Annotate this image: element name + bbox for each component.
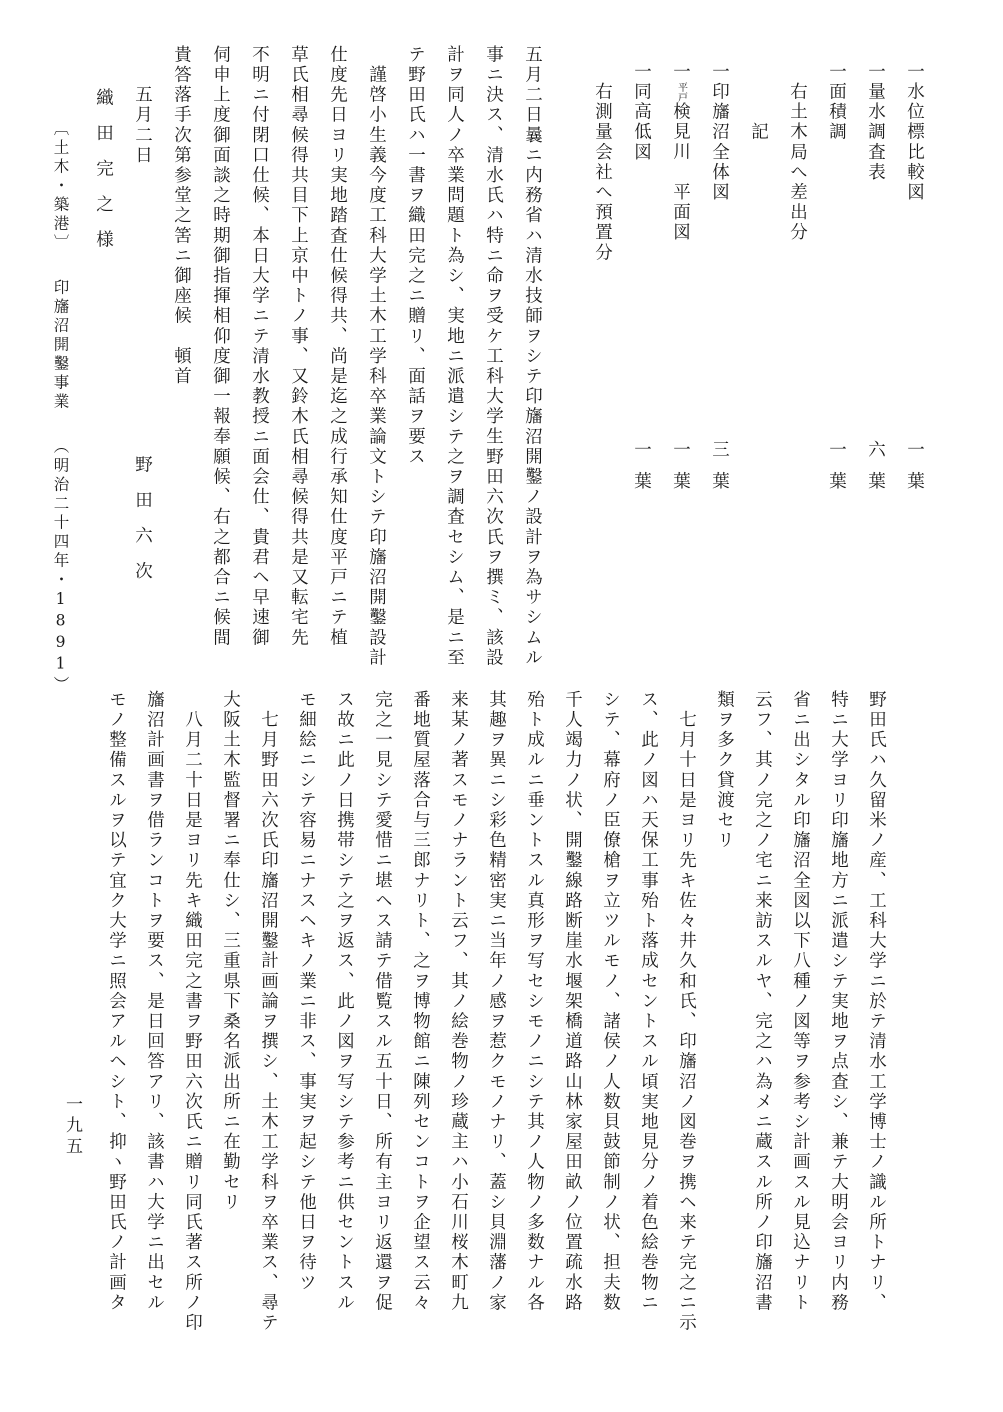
text-line: 七月野田六次氏印旛沼開鑿計画論ヲ撰シ、土木工学科ヲ卒業ス、尋テ (258, 690, 279, 1334)
text-line: 伺申上度御面談之時期御指揮相仰度御一報奉願候、右之都合ニ候間 (210, 45, 231, 648)
text-line: 草氏相尋候得共目下上京中トノ事、又鈴木氏相尋候得共是又転宅先 (288, 45, 309, 648)
list-count-4: 三葉 (709, 440, 730, 503)
list-note-1: 右土木局へ差出分 (787, 62, 808, 243)
running-footer (52, 120, 68, 695)
text-line: 仕度先日ヨリ実地踏査仕候得共、尚是迄之成行承知仕度平戸ニテ植 (327, 45, 348, 648)
footer-section: 〔土木・築港〕 (51, 120, 70, 253)
text-line: 七月十日是ヨリ先キ佐々井久和氏、印旛沼ノ図巻ヲ携ヘ来テ完之ニ示 (676, 690, 697, 1334)
text-line: 旛沼計画書ヲ借ランコトヲ要ス、是日回答アリ、該書ハ大学ニ出セル (144, 690, 165, 1314)
text-line: 計ヲ同人ノ卒業問題ト為シ、実地ニ派遣シテ之ヲ調査セシム、是ニ至 (444, 45, 465, 669)
page-number: 一九五 (62, 1095, 82, 1158)
list-item-6: 一同高低図 (631, 62, 652, 163)
text-line: ス、此ノ図ハ天保工事殆ト落成セントスル頃実地見分ノ着色絵巻物ニ (638, 690, 659, 1314)
list-count-6: 一葉 (631, 440, 652, 503)
list-item-5-ruby: 平戸 (675, 82, 687, 103)
text-line: テ野田氏ハ一書ヲ織田完之ニ贈リ、面話ヲ要ス (405, 45, 426, 468)
footer-title: 印旛沼開鑿事業 (51, 279, 70, 412)
text-line: 野田氏ハ久留米ノ産、工科大学ニ於テ清水工学博士ノ識ル所トナリ、 (866, 690, 887, 1314)
text-line: 八月二十日是ヨリ先キ織田完之書ヲ野田六次氏ニ贈リ同氏著ス所ノ印 (182, 690, 203, 1334)
text-line: シテ、幕府ノ臣僚槍ヲ立ツルモノ、諸侯ノ人数貝鼓節制ノ状、担夫数 (600, 690, 621, 1314)
list-item-5-main: 検見川 平面図 (670, 102, 691, 243)
list-item-3: 一面積調 (826, 62, 847, 143)
text-line: 千人竭力ノ状、開鑿線路断崖水堰架橋道路山林家屋田畝ノ位置疏水路 (562, 690, 583, 1314)
list-item-5-prefix: 一 (670, 62, 691, 83)
list-item-1: 一水位標比較図 (904, 62, 925, 203)
footer-year: （明治二十四年・1891） (51, 438, 70, 695)
list-item-5 (671, 62, 689, 243)
list-count-2: 六葉 (865, 440, 886, 503)
text-line: 五月二日曩ニ内務省ハ清水技師ヲシテ印旛沼開鑿ノ設計ヲ為サシムル (522, 45, 543, 669)
letter-date: 五月二日 (132, 45, 153, 166)
text-line: 類ヲ多ク貸渡セリ (714, 690, 735, 851)
text-line: 貴答落手次第参堂之筈ニ御座候 頓首 (171, 45, 192, 387)
text-line: モ細絵ニシテ容易ニナスヘキノ業ニ非ス、事実ヲ起シテ他日ヲ待ツ (296, 690, 317, 1293)
text-line: 其趣ヲ異ニシ彩色精密実ニ当年ノ感ヲ惹クモノナリ、蓋シ貝淵藩ノ家 (486, 690, 507, 1314)
text-line: モノ整備スルヲ以テ宜ク大学ニ照会アルヘシト、抑ヽ野田氏ノ計画タ (106, 690, 127, 1314)
list-note-2: 右測量会社へ預置分 (592, 62, 613, 263)
list-count-3: 一葉 (826, 440, 847, 503)
letter-addressee: 織田完之様 (93, 88, 114, 266)
list-item-2: 一量水調査表 (865, 62, 886, 183)
text-line: 謹啓小生義今度工科大学土木工学科卒業論文トシテ印旛沼開鑿設計 (366, 45, 387, 669)
text-line: 事ニ決ス、清水氏ハ特ニ命ヲ受ケ工科大学生野田六次氏ヲ撰ミ、該設 (483, 45, 504, 669)
list-heading-ki: 記 (748, 62, 769, 143)
list-item-4: 一印旛沼全体図 (709, 62, 730, 203)
text-line: 番地質屋落合与三郎ナリト、之ヲ博物館ニ陳列センコトヲ企望ス云々 (410, 690, 431, 1314)
text-line: 完之一見シテ愛惜ニ堪ヘス請テ借覧スル五十日、所有主ヨリ返還ヲ促 (372, 690, 393, 1314)
list-count-1: 一葉 (904, 440, 925, 503)
text-line: 来某ノ著スモノナラント云フ、其ノ絵巻物ノ珍蔵主ハ小石川桜木町九 (448, 690, 469, 1314)
text-line: 殆ト成ルニ垂ントスル真形ヲ写セシモノニシテ其ノ人物ノ多数ナル各 (524, 690, 545, 1314)
list-count-5: 一葉 (670, 440, 691, 503)
text-line: ス故ニ此ノ日携帯シテ之ヲ返ス、此ノ図ヲ写シテ参考ニ供セントスル (334, 690, 355, 1314)
letter-signature: 野田六次 (132, 455, 153, 597)
text-line: 省ニ出シタル印旛沼全図以下八種ノ図等ヲ参考シ計画スル見込ナリト (790, 690, 811, 1314)
text-line: 不明ニ付閉口仕候、本日大学ニテ清水教授ニ面会仕、貴君ヘ早速御 (249, 45, 270, 648)
text-line: 云フ、其ノ完之ノ宅ニ来訪スルヤ、完之ハ為メニ蔵スル所ノ印旛沼書 (752, 690, 773, 1314)
text-line: 特ニ大学ヨリ印旛地方ニ派遣シテ実地ヲ点査シ、兼テ大明会ヨリ内務 (828, 690, 849, 1314)
text-line: 大阪土木監督署ニ奉仕シ、三重県下桑名派出所ニ在勤セリ (220, 690, 241, 1213)
